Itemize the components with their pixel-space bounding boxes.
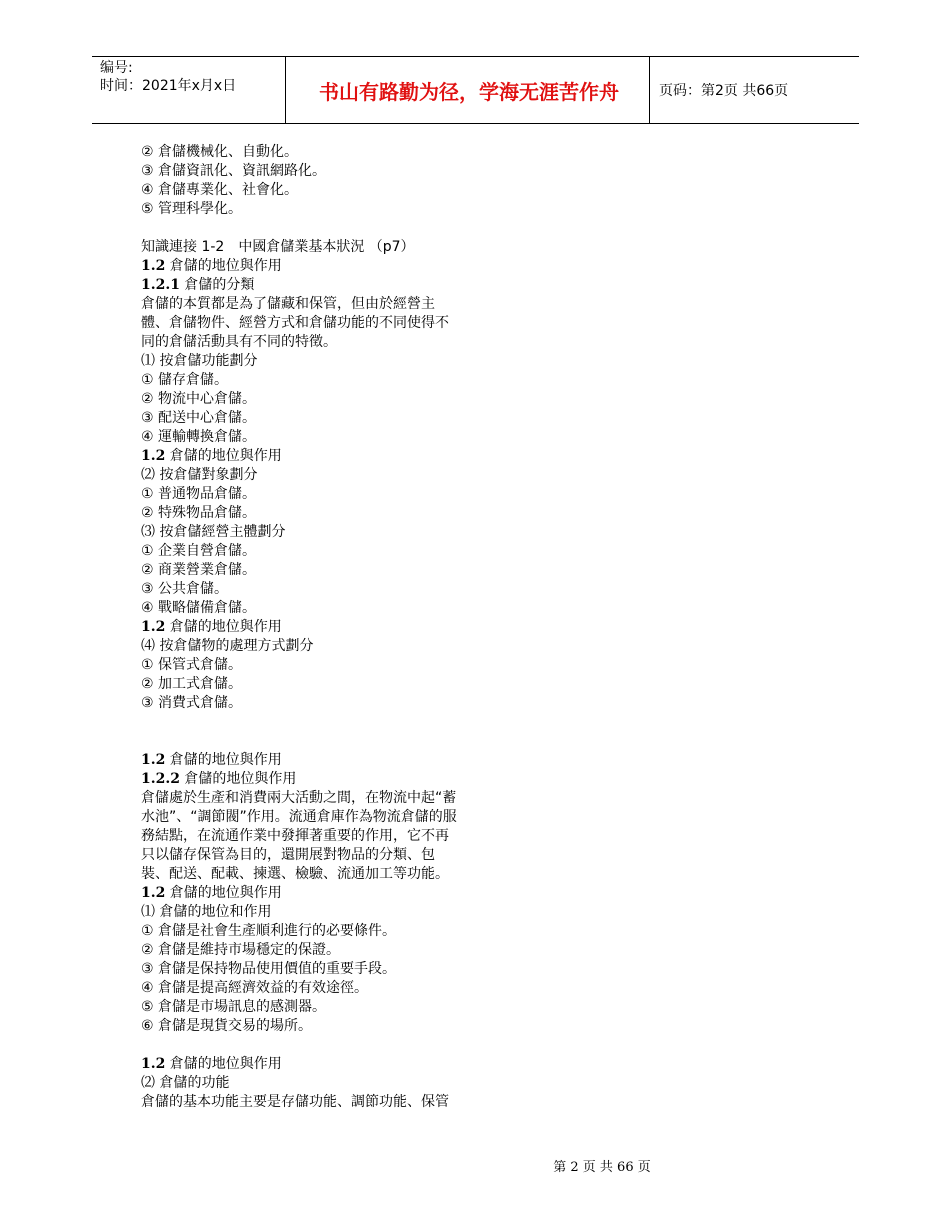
text-line <box>141 295 541 314</box>
section-number: 1.2 <box>141 885 166 901</box>
text-line <box>141 694 541 713</box>
text-line <box>141 675 541 694</box>
line-text: 只以儲存保管為目的，還開展對物品的分類、包 <box>141 847 435 863</box>
text-line <box>141 428 541 447</box>
line-text: ② 倉儲機械化、自動化。 <box>141 144 299 160</box>
line-text: ⑥ 倉儲是現貨交易的場所。 <box>141 1018 313 1034</box>
line-text: 水池”、“調節閥”作用。流通倉庫作為物流倉儲的服 <box>141 809 457 825</box>
line-text: ④ 運輸轉換倉儲。 <box>141 429 257 445</box>
text-line <box>141 656 541 675</box>
section-number: 1.2 <box>141 448 166 464</box>
section-number: 1.2 <box>141 619 166 635</box>
blank-line <box>141 732 541 751</box>
text-line <box>141 998 541 1017</box>
text-line <box>141 846 541 865</box>
text-line <box>141 789 541 808</box>
line-text: ③ 倉儲資訊化、資訊網路化。 <box>141 163 327 179</box>
line-text: ⑴ 倉儲的地位和作用 <box>141 904 272 920</box>
text-line <box>141 1093 541 1112</box>
text-line <box>141 466 541 485</box>
time-label: 时间：2021年x月x日 <box>100 78 237 94</box>
text-line <box>141 143 541 162</box>
text-line <box>141 979 541 998</box>
line-text: 倉儲的本質都是為了儲藏和保管，但由於經營主 <box>141 296 435 312</box>
text-line <box>141 333 541 352</box>
text-line <box>141 1074 541 1093</box>
line-text: ④ 戰略儲備倉儲。 <box>141 600 257 616</box>
text-line <box>141 561 541 580</box>
text-line <box>141 390 541 409</box>
line-text: ② 特殊物品倉儲。 <box>141 505 257 521</box>
section-heading <box>141 276 541 295</box>
line-text: ⑤ 管理科學化。 <box>141 201 243 217</box>
section-heading <box>141 1055 541 1074</box>
header-info <box>100 59 236 95</box>
line-text: ② 加工式倉儲。 <box>141 676 243 692</box>
section-heading <box>141 770 541 789</box>
text-line <box>141 523 541 542</box>
header-motto: 书山有路勤为径，学海无涯苦作舟 <box>319 79 619 104</box>
text-line <box>141 903 541 922</box>
line-text: ② 商業營業倉儲。 <box>141 562 257 578</box>
line-text: 倉儲的地位與作用 <box>165 885 282 901</box>
text-line <box>141 409 541 428</box>
section-heading <box>141 751 541 770</box>
text-line <box>141 181 541 200</box>
text-line <box>141 162 541 181</box>
line-text: 倉儲的分類 <box>179 277 255 293</box>
text-line <box>141 941 541 960</box>
text-line <box>141 808 541 827</box>
section-heading <box>141 618 541 637</box>
line-text: ⑴ 按倉儲功能劃分 <box>141 353 258 369</box>
line-text: 倉儲處於生產和消費兩大活動之間，在物流中起“蓄 <box>141 790 457 806</box>
line-text: ① 儲存倉儲。 <box>141 372 229 388</box>
line-text: 同的倉儲活動具有不同的特徵。 <box>141 334 337 350</box>
line-text: 體、倉儲物件、經營方式和倉儲功能的不同使得不 <box>141 315 449 331</box>
line-text: ① 企業自營倉儲。 <box>141 543 257 559</box>
line-text: 倉儲的地位與作用 <box>179 771 297 787</box>
line-text: 務結點，在流通作業中發揮著重要的作用，它不再 <box>141 828 449 844</box>
text-line <box>141 352 541 371</box>
text-line <box>141 580 541 599</box>
text-line <box>141 637 541 656</box>
header-divider-right <box>649 57 650 123</box>
line-text: 倉儲的地位與作用 <box>165 1056 282 1072</box>
line-text: ② 倉儲是維持市場穩定的保證。 <box>141 942 341 958</box>
line-text: ① 倉儲是社會生產順利進行的必要條件。 <box>141 923 396 939</box>
line-text: ③ 倉儲是保持物品使用價值的重要手段。 <box>141 961 396 977</box>
text-line <box>141 371 541 390</box>
section-number: 1.2.1 <box>141 277 180 293</box>
text-line <box>141 1017 541 1036</box>
text-line <box>141 542 541 561</box>
text-line <box>141 504 541 523</box>
section-heading <box>141 447 541 466</box>
line-text: 裝、配送、配載、揀選、檢驗、流通加工等功能。 <box>141 866 449 882</box>
line-text: ④ 倉儲專業化、社會化。 <box>141 182 299 198</box>
section-heading <box>141 257 541 276</box>
text-line <box>141 960 541 979</box>
header-divider-left <box>285 57 286 123</box>
line-text: ③ 公共倉儲。 <box>141 581 229 597</box>
section-number: 1.2 <box>141 752 166 768</box>
section-number: 1.2.2 <box>141 771 180 787</box>
text-line <box>141 865 541 884</box>
text-line <box>141 238 541 257</box>
line-text: 倉儲的地位與作用 <box>165 448 282 464</box>
document-body <box>141 143 541 1112</box>
line-text: ⑷ 按倉儲物的處理方式劃分 <box>141 638 314 654</box>
line-text: ⑵ 按倉儲對象劃分 <box>141 467 258 483</box>
line-text: ① 保管式倉儲。 <box>141 657 243 673</box>
document-header <box>92 56 859 124</box>
page-footer: 第 2 页 共 66 页 <box>553 1160 651 1175</box>
text-line <box>141 200 541 219</box>
line-text: ① 普通物品倉儲。 <box>141 486 257 502</box>
line-text: ② 物流中心倉儲。 <box>141 391 257 407</box>
line-text: ④ 倉儲是提高經濟效益的有效途徑。 <box>141 980 369 996</box>
header-page-code: 页码：第2页 共66页 <box>659 83 789 99</box>
line-text: ⑤ 倉儲是市場訊息的感測器。 <box>141 999 327 1015</box>
line-text: ③ 消費式倉儲。 <box>141 695 243 711</box>
blank-line <box>141 219 541 238</box>
line-text: ③ 配送中心倉儲。 <box>141 410 257 426</box>
line-text: ⑶ 按倉儲經營主體劃分 <box>141 524 286 540</box>
line-text: ⑵ 倉儲的功能 <box>141 1075 230 1091</box>
text-line <box>141 922 541 941</box>
text-line <box>141 485 541 504</box>
number-label: 编号: <box>100 60 133 76</box>
section-number: 1.2 <box>141 258 166 274</box>
text-line <box>141 599 541 618</box>
text-line <box>141 314 541 333</box>
blank-line <box>141 713 541 732</box>
line-text: 倉儲的基本功能主要是存儲功能、調節功能、保管 <box>141 1094 449 1110</box>
line-text: 倉儲的地位與作用 <box>165 258 282 274</box>
blank-line <box>141 1036 541 1055</box>
text-line <box>141 827 541 846</box>
line-text: 倉儲的地位與作用 <box>165 619 282 635</box>
line-text: 倉儲的地位與作用 <box>165 752 282 768</box>
line-text: 知識連接 1-2 中國倉儲業基本狀況 （p7） <box>141 239 415 255</box>
section-heading <box>141 884 541 903</box>
section-number: 1.2 <box>141 1056 166 1072</box>
